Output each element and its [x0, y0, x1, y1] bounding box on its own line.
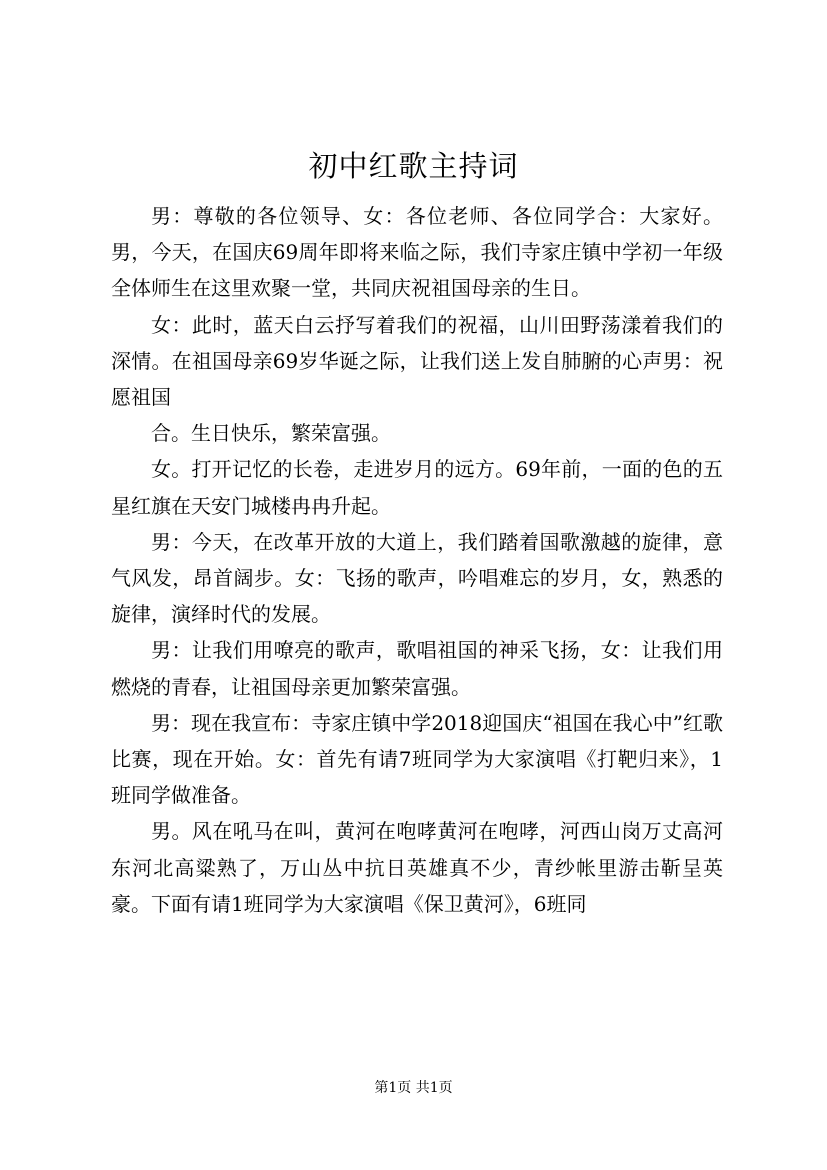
paragraph-blessing: 女：此时，蓝天白云抒写着我们的祝福，山川田野荡漾着我们的深情。在祖国母亲69岁华诞之际，让我们送上发自肺腑的心声男：祝愿祖国: [111, 312, 723, 410]
paragraph-opening: 男：尊敬的各位领导、女：各位老师、各位同学合：大家好。男，今天，在国庆69周年即将来临之际，我们寺家庄镇中学初一年级全体师生在这里欢聚一堂，共同庆祝祖国母亲的生日。: [111, 204, 723, 301]
paragraph-chorus: 合。生日快乐，繁荣富强。: [151, 421, 391, 446]
paragraph-song: 男：让我们用嘹亮的歌声，歌唱祖国的神采飞扬，女：让我们用燃烧的青春，让祖国母亲更加繁荣富强。: [111, 638, 723, 699]
paragraph-announcement: 男：现在我宣布：寺家庄镇中学2018迎国庆“祖国在我心中”红歌比赛，现在开始。女：首先有请7班同学为大家演唱《打靶归来》，1班同学做准备。: [111, 710, 723, 808]
document-body: [111, 198, 723, 922]
document-title: 初中红歌主持词: [308, 149, 519, 183]
paragraph-reform: 男：今天，在改革开放的大道上，我们踏着国歌激越的旋律，意气风发，昂首阔步。女：飞扬的歌声，吟唱难忘的岁月，女，熟悉的旋律，演绎时代的发展。: [111, 529, 723, 627]
paragraph-history: 女。打开记忆的长卷，走进岁月的远方。69年前，一面的色的五星红旗在天安门城楼冉冉升起。: [111, 457, 723, 518]
page-footer: 第1页 共1页: [374, 1080, 453, 1096]
paragraph-yellow-river: 男。风在吼马在叫，黄河在咆哮黄河在咆哮，河西山岗万丈高河东河北高粱熟了，万山丛中抗日英雄真不少，青纱帐里游击靳呈英豪。下面有请1班同学为大家演唱《保卫黄河》，6班同: [111, 819, 723, 916]
